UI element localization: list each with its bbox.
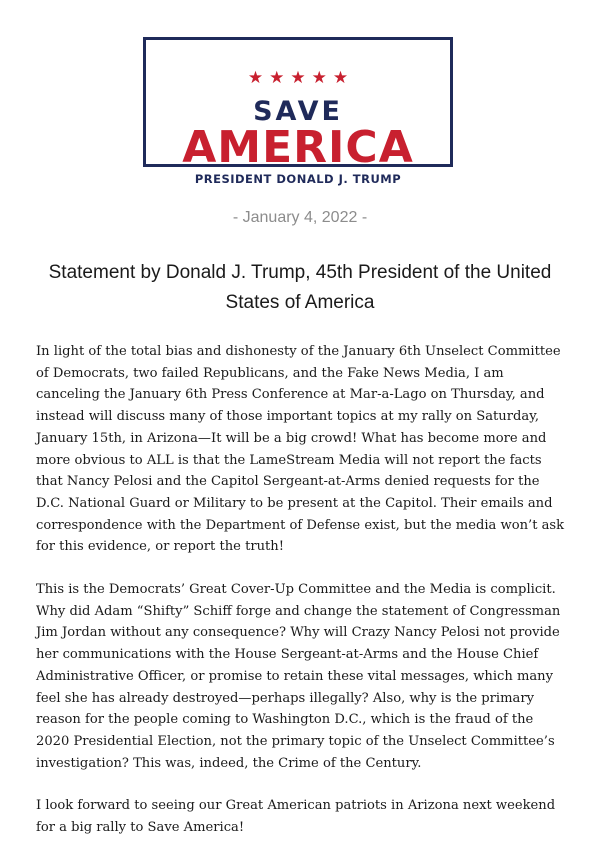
star-icon: ★ bbox=[311, 67, 327, 88]
statement-title: Statement by Donald J. Trump, 45th President of the United States of America bbox=[48, 262, 552, 313]
statement-date: - January 4, 2022 - bbox=[232, 209, 368, 226]
star-icon: ★ bbox=[290, 67, 306, 88]
star-icon: ★ bbox=[247, 67, 264, 88]
statement-paragraph: I look forward to seeing our Great American patriots in Arizona next weekend for a big rally to Save America! bbox=[36, 798, 556, 836]
star-icon: ★ bbox=[269, 67, 285, 88]
logo-america-text: AMERICA bbox=[182, 122, 414, 173]
statement-paragraph: In light of the total bias and dishonesty of the January 6th Unselect Committee of Democrats, two failed Republicans, and the Fake News Media, I am canceling the January 6th Press Conference at Mar-a-Lago on Thursday, and instead will discuss many of those important topics at my rally on Saturday, January 15th, in Arizona—It will be a big crowd! What has become more and more obvious to ALL is that the LameStream Media will not report the facts that Nancy Pelosi and the Capitol Sergeant-at-Arms denied requests for the D.C. National Guard or Military to be present at the Capitol. Their emails and correspondence with the Department of Defense exist, but the media won’t ask for this evidence, or report the truth! bbox=[36, 344, 565, 555]
logo-save-text: SAVE bbox=[253, 96, 343, 127]
logo-stars bbox=[238, 66, 358, 90]
logo-president-text: PRESIDENT DONALD J. TRUMP bbox=[194, 172, 402, 186]
star-icon: ★ bbox=[332, 67, 349, 88]
save-america-logo bbox=[143, 37, 453, 186]
statement-paragraph: This is the Democrats’ Great Cover-Up Committee and the Media is complicit. Why did Adam “Shifty” Schiff forge and change the statement of Congressman Jim Jordan without any consequence? Why will Crazy Nancy Pelosi not provide her communications with the House Sergeant-at-Arms and the House Chief Administrative Officer, or promise to retain these vital messages, which many feel she has already destroyed—perhaps illegally? Also, why is the primary reason for the people coming to Washington D.C., which is the fraud of the 2020 Presidential Election, not the primary topic of the Unselect Committee’s investigation? This was, indeed, the Crime of the Century. bbox=[36, 582, 561, 771]
statement-body bbox=[36, 341, 568, 860]
